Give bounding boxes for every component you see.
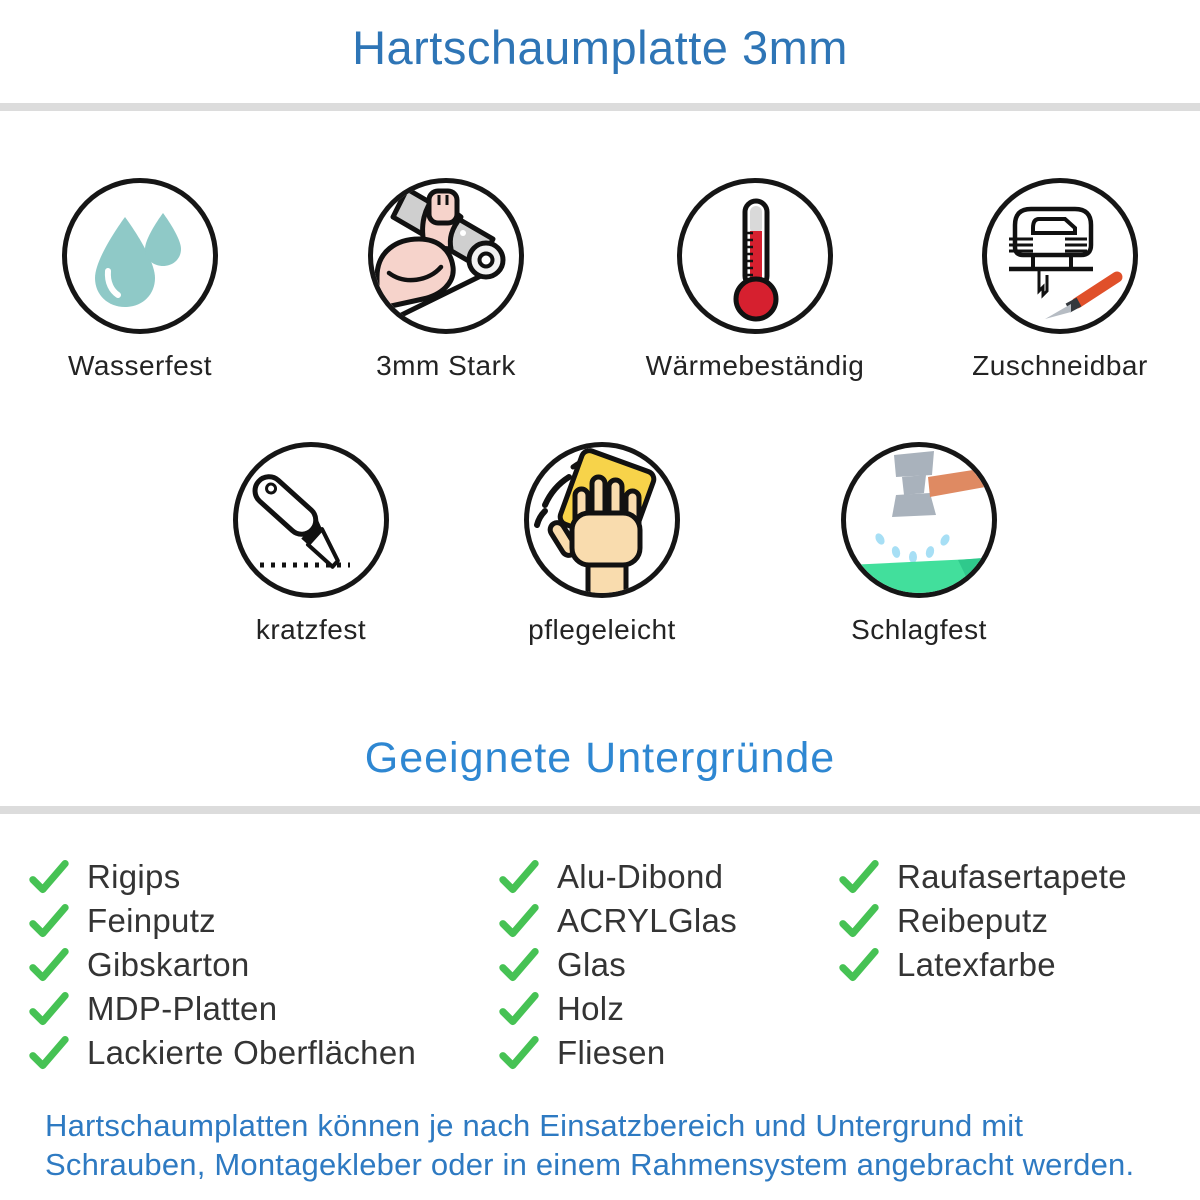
check-icon <box>28 904 70 938</box>
check-icon <box>498 904 540 938</box>
surface-label: Alu-Dibond <box>557 858 724 895</box>
surface-label: Glas <box>557 946 627 983</box>
feature-schlagfest <box>769 442 1069 646</box>
feature-waermebestaendig <box>605 178 905 382</box>
muscle-arm-icon <box>368 178 524 334</box>
check-icon <box>28 992 70 1026</box>
surface-item <box>838 899 1127 943</box>
surface-label: MDP-Platten <box>87 990 278 1027</box>
cleaning-hand-icon <box>524 442 680 598</box>
check-icon <box>838 948 880 982</box>
surface-label: ACRYLGlas <box>557 902 737 939</box>
feature-label: kratzfest <box>255 614 367 645</box>
feature-label: pflegeleicht <box>528 614 676 645</box>
feature-kratzfest <box>161 442 461 646</box>
feature-label: Wasserfest <box>68 350 212 381</box>
water-drops-icon <box>62 178 218 334</box>
feature-label: Wärmebeständig <box>645 350 865 381</box>
surface-item <box>28 855 416 899</box>
surface-label: Gibskarton <box>87 946 250 983</box>
mounting-note <box>45 1106 1134 1184</box>
surfaces-column-2 <box>498 855 737 1075</box>
mounting-note-line1: Hartschaumplatten können je nach Einsatzbereich und Untergrund mit <box>45 1108 1024 1143</box>
surface-item <box>28 943 416 987</box>
page-title: Hartschaumplatte 3mm <box>352 21 848 74</box>
surfaces-column-3 <box>838 855 1127 987</box>
hammer-icon <box>846 447 992 593</box>
surface-item <box>28 1031 416 1075</box>
check-icon <box>498 948 540 982</box>
surface-item <box>838 855 1127 899</box>
utility-knife-icon <box>238 447 384 593</box>
surface-label: Feinputz <box>87 902 216 939</box>
feature-pflegeleicht <box>452 442 752 646</box>
surface-item <box>498 899 737 943</box>
divider-middle <box>0 806 1200 814</box>
check-icon <box>28 948 70 982</box>
muscle-arm-icon <box>373 183 519 329</box>
surface-label: Raufasertapete <box>897 858 1127 895</box>
surface-item <box>28 899 416 943</box>
hammer-icon <box>841 442 997 598</box>
jigsaw-cutter-icon <box>982 178 1138 334</box>
check-icon <box>838 904 880 938</box>
check-icon <box>498 860 540 894</box>
feature-zuschneidbar <box>910 178 1200 382</box>
check-icon <box>498 1036 540 1070</box>
utility-knife-icon <box>233 442 389 598</box>
surfaces-column-1 <box>28 855 416 1075</box>
surface-item <box>838 943 1127 987</box>
check-icon <box>28 1036 70 1070</box>
jigsaw-cutter-icon <box>987 183 1133 329</box>
surface-item <box>498 987 737 1031</box>
feature-wasserfest <box>0 178 290 382</box>
feature-label: 3mm Stark <box>376 350 516 381</box>
thermometer-icon <box>682 183 828 329</box>
feature-label: Schlagfest <box>851 614 987 645</box>
surface-item <box>498 855 737 899</box>
section-title-untergruende: Geeignete Untergründe <box>364 734 836 782</box>
check-icon <box>838 860 880 894</box>
surface-label: Fliesen <box>557 1034 666 1071</box>
mounting-note-line2: Schrauben, Montagekleber oder in einem Rahmensystem angebracht werden. <box>45 1147 1135 1182</box>
cleaning-hand-icon <box>529 447 675 593</box>
feature-3mm-stark <box>296 178 596 382</box>
check-icon <box>28 860 70 894</box>
water-drops-icon <box>67 183 213 329</box>
surface-label: Lackierte Oberflächen <box>87 1034 417 1071</box>
divider-top <box>0 103 1200 111</box>
thermometer-icon <box>677 178 833 334</box>
surface-item <box>28 987 416 1031</box>
surface-label: Holz <box>557 990 625 1027</box>
surface-label: Rigips <box>87 858 181 895</box>
surface-label: Reibeputz <box>897 902 1049 939</box>
surface-label: Latexfarbe <box>897 946 1056 983</box>
surface-item <box>498 1031 737 1075</box>
check-icon <box>498 992 540 1026</box>
feature-label: Zuschneidbar <box>972 350 1148 381</box>
surface-item <box>498 943 737 987</box>
